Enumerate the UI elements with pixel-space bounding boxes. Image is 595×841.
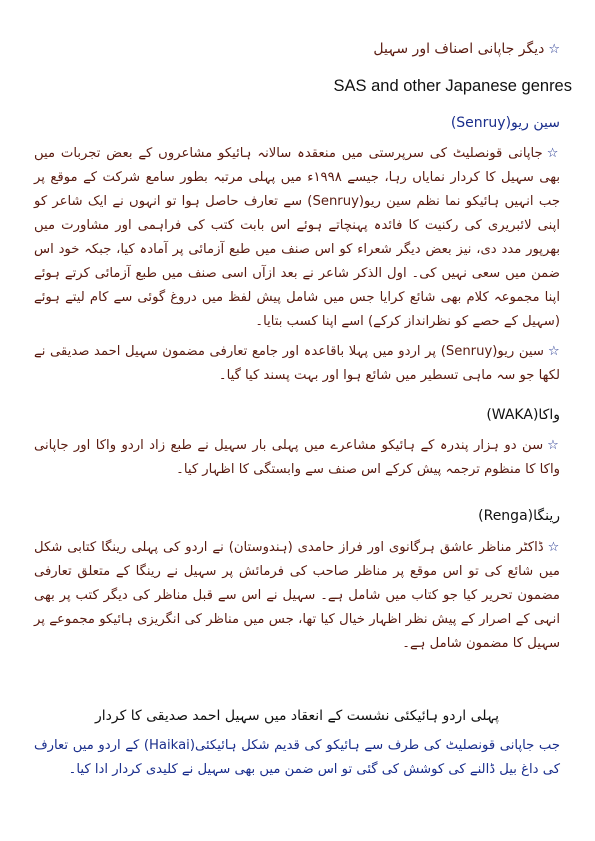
english-heading: SAS and other Japanese genres	[333, 77, 572, 95]
senryu-heading: سین ریو(Senruy)	[450, 115, 560, 131]
star-bullet-icon: ☆	[548, 42, 560, 57]
waka-heading: واکا(WAKA)	[486, 407, 560, 423]
waka-paragraph-text: سن دو ہزار پندرہ کے ہائیکو مشاعرے میں پہلی بار سہیل نے طبع زاد اردو واکا اور جاپانی واکا کا منظوم ترجمہ پیش کرکے اس صنف سے وابستگی کا اظہار کیا۔	[34, 438, 560, 477]
star-bullet-icon: ☆	[547, 540, 560, 555]
star-bullet-icon: ☆	[547, 344, 560, 359]
waka-paragraph	[34, 434, 560, 482]
star-bullet-icon: ☆	[546, 146, 560, 161]
section-2-title: پہلی اردو ہائیکئی نشست کے انعقاد میں سہیل احمد صدیقی کا کردار	[94, 708, 500, 724]
renga-paragraph	[34, 536, 560, 656]
senryu-paragraph-2	[34, 340, 560, 388]
section-heading	[34, 38, 560, 61]
star-bullet-icon: ☆	[547, 438, 561, 453]
renga-heading: رینگا(Renga)	[478, 508, 560, 524]
heading-text: دیگر جاپانی اصناف اور سہیل	[373, 41, 545, 57]
senryu-paragraph-2-text: سین ریو(Senruy) پر اردو میں پہلا باقاعدہ اور جامع تعارفی مضمون سہیل احمد صدیقی نے لکھا جو سہ ماہی تسطیر میں شائع ہوا اور بہت پسند کیا گیا۔	[34, 344, 560, 383]
senryu-paragraph-1-text: جاپانی قونصلیٹ کی سرپرستی میں منعقدہ سالانہ ہائیکو مشاعروں کے بعض تجربات میں بھی سہیل کا کردار نمایاں رہا، جیسے ۱۹۹۸ء میں پہلی مرتبہ بطور سامع شرکت کے موقع پر جب انہیں ہائیکو نما نظم سین ریو(Senruy) سے تعارف حاصل ہوا تو انہوں نے ایک شاعر کو اپنی لائبریری کی رکنیت کا فائدہ پہنچاتے ہوئے اس بابت کتب کی فراہمی اور مشاورت میں بھرپور مدد دی، نیز بعض دیگر شعراء کو اس صنف میں طبع آزمائی پر آمادہ کیا، جبکہ خود اس ضمن میں سعی نہیں کی۔ اول الذکر شاعر نے بعد ازآں اسی صنف میں طبع آزمائی کرتے ہوئے اپنا مجموعہ کلام بھی شائع کرایا جس میں شامل پیش لفظ میں دروغ گوئی سے کام لیتے ہوئے (سہیل کے حصے کو نظرانداز کرکے) اسے اپنا کسب بتایا۔	[34, 146, 560, 329]
section-2-paragraph: جب جاپانی قونصلیٹ کی طرف سے ہائیکو کی قدیم شکل ہائیکئی(Haikai) کے اردو میں تعارف کی داغ بیل ڈالنے کی کوشش کی گئی تو اس ضمن میں بھی سہیل نے کلیدی کردار ادا کیا۔	[34, 738, 560, 777]
senryu-paragraph-1	[34, 142, 560, 334]
renga-paragraph-text: ڈاکٹر مناظر عاشق ہرگانوی اور فراز حامدی (ہندوستان) نے اردو کی پہلی رینگا کتابی شکل میں شائع کی تو اس موقع پر مناظر صاحب کی فرمائش پر سہیل نے رینگا کے متعلق تعارفی مضمون تحریر کیا جو کتاب میں شامل ہے۔ سہیل نے اس سے قبل مناظر کی دیگر کتب پر بھی انہی کے اصرار کے پیش نظر اظہار خیال کیا تھا، جس میں مناظر کی انگریزی ہائیکو مجموعے پر سہیل کا مضمون شامل ہے۔	[34, 540, 560, 651]
